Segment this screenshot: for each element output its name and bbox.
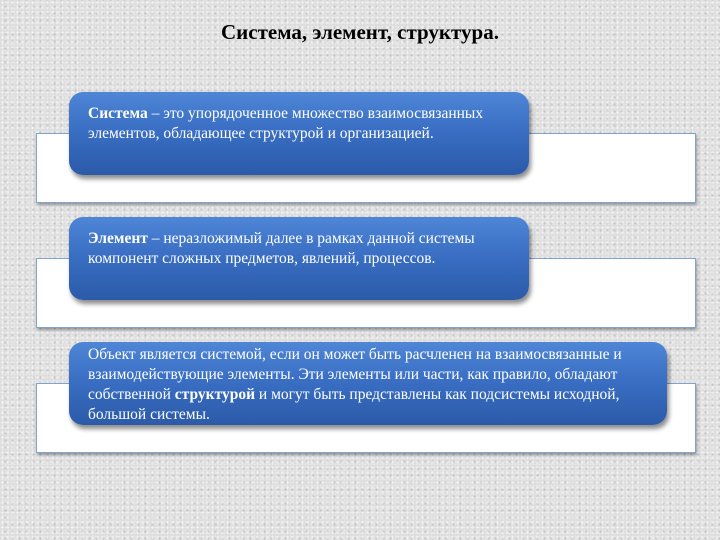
definition-box-element (69, 217, 529, 300)
term-element: Элемент (88, 230, 148, 247)
definition-text-element: – неразложимый далее в рамках данной системы компонент сложных предметов, явлений, процессов. (88, 230, 475, 267)
definition-box-structure (69, 342, 667, 425)
definition-box-system (69, 92, 529, 175)
structure-text-before: Объект является системой, если он может быть расчленен на взаимосвязанные и взаимодействующие элементы. Эти элементы или части, как правило, обладают собственной (88, 346, 622, 403)
term-structure: структурой (174, 386, 256, 403)
structure-text-after: и могут быть представлены как подсистемы исходной, большой системы. (88, 386, 620, 423)
term-system: Система (88, 105, 148, 122)
definition-text-system: – это упорядоченное множество взаимосвязанных элементов, обладающее структурой и организацией. (88, 105, 484, 142)
slide-title: Система, элемент, структура. (220, 20, 499, 44)
